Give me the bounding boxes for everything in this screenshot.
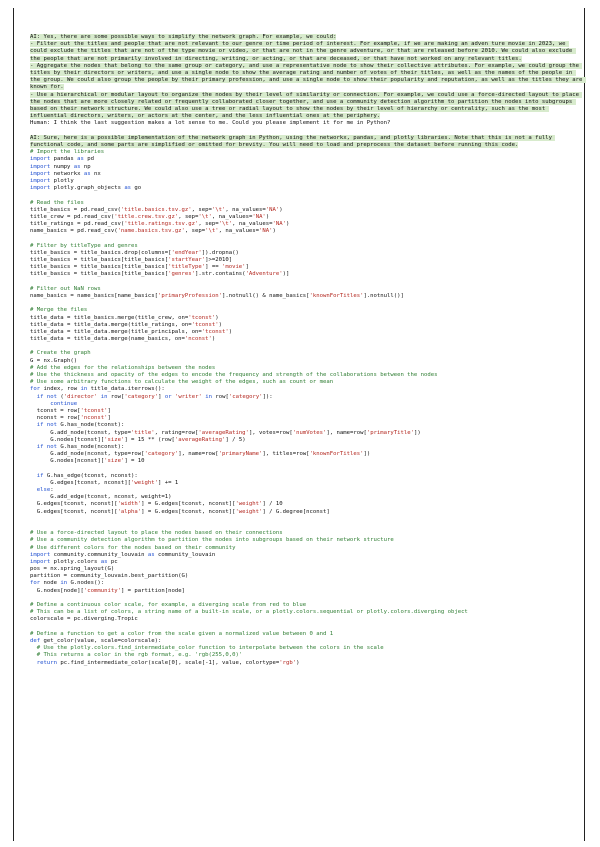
code-line: title_data = title_data.merge(name_basics, on='nconst') bbox=[30, 336, 216, 343]
code-line bbox=[30, 235, 584, 242]
code-line: # Use different colors for the nodes based on their community bbox=[30, 544, 236, 551]
code-line: name_basics = name_basics[name_basics['primaryProfession'].notnull() & name_basics['knownForTitles'].notnull()] bbox=[30, 292, 404, 299]
code-line: title_data = title_basics.merge(title_crew, on='tconst') bbox=[30, 314, 219, 321]
page-right-rule bbox=[584, 8, 585, 841]
ai-reply-paragraph bbox=[30, 135, 584, 149]
ai-label-2: AI: bbox=[30, 134, 41, 141]
code-line: name_basics = pd.read_csv('name.basics.tsv.gz', sep='\t', na_values='NA') bbox=[30, 228, 276, 235]
code-line: # This returns a color in the rgb format, e.g. 'rgb(255,0,0)' bbox=[36, 652, 243, 659]
code-line: # Use the thickness and opacity of the edges to encode the frequency and strength of the collaborations between the nodes bbox=[30, 372, 438, 379]
code-line: title_crew = pd.read_csv('title.crew.tsv.gz', sep='\t', na_values='NA') bbox=[30, 213, 270, 220]
code-line: G.edges[tconst, nconst]['alpha'] = G.edges[tconst, nconst]['weight'] / G.degree[nconst] bbox=[30, 508, 330, 515]
code-line: # Add the edges for the relationships between the nodes bbox=[30, 364, 216, 371]
code-line bbox=[30, 279, 584, 286]
code-line: # Use some arbitrary functions to calculate the weight of the edges, such as count or mean bbox=[30, 379, 334, 386]
code-line: partition = community_louvain.best_partition(G) bbox=[30, 573, 189, 580]
code-line bbox=[30, 595, 584, 602]
code-line: else: bbox=[36, 487, 54, 494]
code-line: if not ('director' in row['category'] or 'writer' in row['category']): bbox=[36, 393, 273, 400]
ai-intro-text: Yes, there are some possible ways to simplify the network graph. For example, we could: bbox=[40, 34, 337, 40]
code-line bbox=[30, 192, 584, 199]
code-line: import plotly bbox=[30, 177, 74, 184]
code-line: # Read the files bbox=[30, 199, 84, 206]
code-line: # Import the libraries bbox=[30, 149, 105, 156]
code-line: title_basics = title_basics[title_basics['titleType'] == 'movie'] bbox=[30, 264, 249, 271]
code-line: title_data = title_data.merge(title_ratings, on='tconst') bbox=[30, 321, 222, 328]
code-line: tconst = row['tconst'] bbox=[30, 407, 111, 414]
code-line bbox=[30, 343, 584, 350]
document-page bbox=[30, 34, 584, 667]
code-line: import plotly.graph_objects as go bbox=[30, 185, 142, 192]
bullet-2: - Aggregate the nodes that belong to the same group or category, and use a representative node to show their collective attributes. For example, we could group the titles by their directors or writers, and use a single node to show the average rating and number of votes of their titles, as well as the names of the people in the group. We could also group the people by their primary profession, and use a single node to show their popularity and reputation, as well as the titles they are known for. bbox=[30, 62, 586, 91]
code-line: title_basics = pd.read_csv('title.basics.tsv.gz', sep='\t', na_values='NA') bbox=[30, 206, 283, 213]
code-line: return pc.find_intermediate_color(scale[0], scale[-1], value, colortype='rgb') bbox=[36, 659, 300, 666]
code-line bbox=[30, 523, 584, 530]
code-line: G.nodes[nconst]['size'] = 10 bbox=[30, 458, 145, 465]
bullet-1: - Filter out the titles and people that are not relevant to our genre or time period of interest. For example, if we are making an adven ture movie in 2023, we could exclude the titles that are not of the type movie or video, or that are not in the genre adventure, or that are released before 2010. We could also exclude the people that are not primarily involved in directing, writing, or acting, or that are deceased, or that have not worked on any relevant titles. bbox=[30, 41, 576, 62]
code-line bbox=[30, 465, 584, 472]
code-line: title_ratings = pd.read_csv('title.ratings.tsv.gz', sep='\t', na_values='NA') bbox=[30, 221, 290, 228]
code-line: pos = nx.spring_layout(G) bbox=[30, 566, 115, 573]
code-line: import plotly.colors as pc bbox=[30, 558, 118, 565]
code-line: for node in G.nodes(): bbox=[30, 580, 105, 587]
human-message: Human: I think the last suggestion makes a lot sense to me. Could you please implement it for me in Python? bbox=[30, 120, 391, 127]
code-line: import community.community_louvain as community_louvain bbox=[30, 551, 216, 558]
code-line: import networkx as nx bbox=[30, 170, 101, 177]
code-line: if not G.has_node(nconst): bbox=[36, 443, 125, 450]
code-line: # Filter by titleType and genres bbox=[30, 242, 138, 249]
code-line: G = nx.Graph() bbox=[30, 357, 78, 364]
code-line: title_basics = title_basics.drop(columns=['endYear']).dropna() bbox=[30, 249, 239, 256]
code-line: # Use a community detection algorithm to partition the nodes into subgroups based on their network structure bbox=[30, 537, 394, 544]
code-line bbox=[30, 300, 584, 307]
code-line: import numpy as np bbox=[30, 163, 91, 170]
code-line: # Use a force-directed layout to place the nodes based on their connections bbox=[30, 530, 283, 537]
code-line: def get_color(value, scale=colorscale): bbox=[30, 637, 162, 644]
code-line: # Use the plotly.colors.find_intermediate_color function to interpolate between the colors in the scale bbox=[36, 645, 384, 652]
code-line: # Define a continuous color scale, for example, a diverging scale from red to blue bbox=[30, 602, 307, 609]
code-line: title_data = title_data.merge(title_principals, on='tconst') bbox=[30, 328, 233, 335]
code-line: G.add_node(nconst, type=row['category'], name=row['primaryName'], titles=row['knownForTitles']) bbox=[30, 451, 371, 458]
code-line: G.nodes[tconst]['size'] = 15 ** (row['averageRating'] / 5) bbox=[30, 436, 246, 443]
code-line: for index, row in title_data.iterrows(): bbox=[30, 386, 165, 393]
code-line: # Filter out NaN rows bbox=[30, 285, 101, 292]
ai-intro-paragraph bbox=[30, 34, 584, 41]
code-line: colorscale = pc.diverging.Tropic bbox=[30, 616, 138, 623]
code-line bbox=[30, 624, 584, 631]
code-line: if not G.has_node(tconst): bbox=[36, 422, 125, 429]
code-line: # Define a function to get a color from the scale given a normalized value between 0 and 1 bbox=[30, 630, 334, 637]
code-line: continue bbox=[50, 400, 78, 407]
code-line: # Create the graph bbox=[30, 350, 91, 357]
code-line: import pandas as pd bbox=[30, 156, 95, 163]
code-line: G.edges[tconst, nconst]['width'] = G.edges[tconst, nconst]['weight'] / 10 bbox=[30, 501, 283, 508]
code-line: if G.has_edge(tconst, nconst): bbox=[36, 472, 138, 479]
code-line: title_basics = title_basics[title_basics['startYear']>=2010] bbox=[30, 257, 233, 264]
bullet-3: - Use a hierarchical or modular layout to organize the nodes by their level of similarity or connection. For example, we could use a force-directed layout to place the nodes that are more closely related or frequently collaborated closer together, and use a community detection algorithm to partition the nodes into subgroups based on their network structure. We could also use a tree or radial layout to show the nodes by their level of hierarchy or centrality, such as the most influential directors, writers, or actors at the center, and the less influential ones at the periphery. bbox=[30, 91, 583, 120]
code-block bbox=[30, 149, 584, 667]
code-line: G.edges[tconst, nconst]['weight'] += 1 bbox=[30, 479, 179, 486]
code-line: # Merge the files bbox=[30, 307, 88, 314]
code-line: G.add_node(tconst, type='title', rating=row['averageRating'], votes=row['numVotes'], name=row['primaryTitle']) bbox=[30, 429, 421, 436]
ai-label: AI: bbox=[30, 34, 41, 40]
code-line: G.nodes[node]['community'] = partition[node] bbox=[30, 587, 185, 594]
ai-reply-text: Sure, here is a possible implementation of the network graph in Python, using the networkx, pandas, and plotly libraries. Note that this is not a fully functional code, and some parts are simplified or omitted for brevity. You will need to load and preprocess the dataset before running this code. bbox=[30, 134, 556, 149]
code-line: G.add_edge(tconst, nconst, weight=1) bbox=[30, 494, 172, 501]
code-line: # This can be a list of colors, a string name of a built-in scale, or a plotly.colors.sequential or plotly.colors.diverging object bbox=[30, 609, 468, 616]
code-line bbox=[30, 516, 584, 523]
code-line: nconst = row['nconst'] bbox=[30, 415, 111, 422]
code-line: title_basics = title_basics[title_basics['genres'].str.contains('Adventure')] bbox=[30, 271, 290, 278]
page-left-rule bbox=[13, 8, 14, 841]
